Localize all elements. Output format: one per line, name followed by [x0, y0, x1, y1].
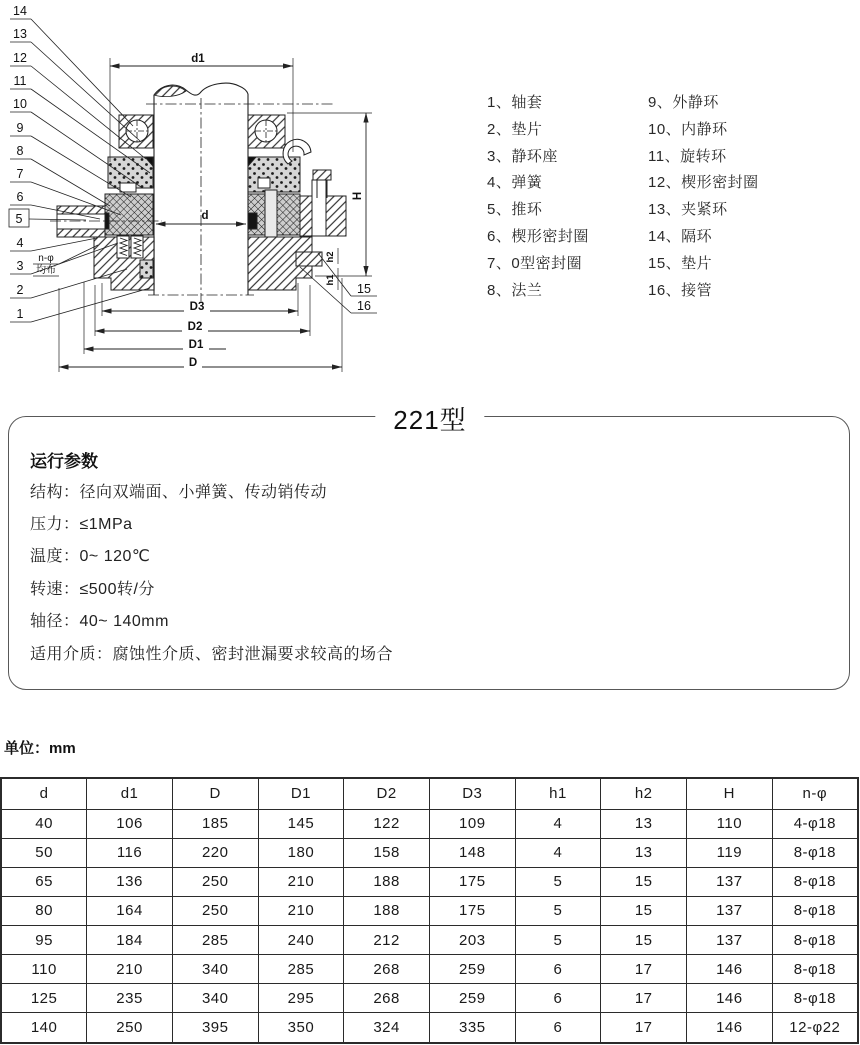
table-cell: 259 [429, 984, 515, 1013]
table-cell: 145 [258, 809, 344, 838]
table-cell: 340 [172, 984, 258, 1013]
bolt-hole-note [33, 245, 98, 276]
table-cell: 146 [687, 955, 773, 984]
table-cell: 250 [87, 1013, 173, 1043]
dim-D3 [102, 301, 298, 313]
dimension-table [0, 777, 859, 1044]
part-item: 4、弹簧 [487, 174, 543, 192]
part-item: 2、垫片 [487, 120, 543, 138]
leader-label-8: 8 [16, 144, 24, 158]
leader-label-1: 1 [16, 307, 24, 321]
table-cell: 109 [429, 809, 515, 838]
part-item: 13、夹紧环 [648, 201, 728, 219]
table-cell: 250 [172, 867, 258, 896]
column-header: D3 [429, 778, 515, 809]
dim-label-D1: D1 [188, 339, 204, 351]
table-cell: 17 [601, 984, 687, 1013]
table-cell: 164 [87, 896, 173, 925]
table-cell: 140 [1, 1013, 87, 1043]
table-cell: 340 [172, 955, 258, 984]
table-cell: 203 [429, 926, 515, 955]
table-cell: 13 [601, 838, 687, 867]
part-item: 5、推环 [487, 201, 543, 219]
table-row [1, 926, 858, 955]
part-item: 1、轴套 [487, 94, 543, 111]
table-cell: 5 [515, 867, 601, 896]
leader-label-5: 5 [15, 212, 23, 226]
table-cell: 184 [87, 926, 173, 955]
param-temperature: 温度：0~ 120℃ [30, 548, 151, 565]
dim-label-D3: D3 [189, 301, 205, 313]
unit-label: 单位：mm [4, 740, 76, 757]
table-cell: 5 [515, 926, 601, 955]
table-cell: 188 [344, 867, 430, 896]
table-cell: 6 [515, 984, 601, 1013]
leader-label-2: 2 [16, 283, 24, 297]
param-pressure: 压力：≤1MPa [30, 516, 133, 533]
table-cell: 15 [601, 896, 687, 925]
table-cell: 210 [258, 896, 344, 925]
part-item: 9、外静环 [648, 94, 719, 111]
leader-label-3: 3 [16, 259, 24, 273]
table-cell: 136 [87, 867, 173, 896]
table-cell: 220 [172, 838, 258, 867]
param-shaft-diameter: 轴径：40~ 140mm [30, 613, 169, 630]
table-cell: 175 [429, 896, 515, 925]
part-item: 6、楔形密封圈 [487, 227, 589, 245]
part-item: 16、接管 [648, 281, 713, 299]
table-cell: 175 [429, 867, 515, 896]
params-heading: 运行参数 [30, 452, 98, 471]
table-cell: 50 [1, 838, 87, 867]
leader-label-7: 7 [16, 167, 24, 181]
column-header: D [172, 778, 258, 809]
table-cell: 259 [429, 955, 515, 984]
leader-label-10: 10 [13, 97, 27, 111]
table-cell: 15 [601, 867, 687, 896]
dim-label-D: D [188, 357, 198, 369]
table-row [1, 984, 858, 1013]
table-cell: 119 [687, 838, 773, 867]
table-cell: 122 [344, 809, 430, 838]
column-header: d [1, 778, 87, 809]
table-cell: 148 [429, 838, 515, 867]
table-cell: 137 [687, 867, 773, 896]
table-cell: 335 [429, 1013, 515, 1043]
table-cell: 8-φ18 [772, 896, 858, 925]
dim-label-D2: D2 [187, 321, 203, 333]
table-cell: 106 [87, 809, 173, 838]
leader-label-13: 13 [13, 27, 27, 41]
table-cell: 116 [87, 838, 173, 867]
part-item: 11、旋转环 [648, 147, 727, 165]
leader-label-6: 6 [16, 190, 24, 204]
table-cell: 13 [601, 809, 687, 838]
table-cell: 4 [515, 838, 601, 867]
column-header: H [687, 778, 773, 809]
table-cell: 185 [172, 809, 258, 838]
dim-label-h2: h2 [325, 251, 336, 263]
table-cell: 324 [344, 1013, 430, 1043]
table-cell: 235 [87, 984, 173, 1013]
leader-label-12: 12 [13, 51, 27, 65]
dim-label-H: H [352, 191, 364, 201]
table-cell: 395 [172, 1013, 258, 1043]
table-cell: 268 [344, 955, 430, 984]
table-cell: 95 [1, 926, 87, 955]
table-row [1, 867, 858, 896]
column-header: D1 [258, 778, 344, 809]
dim-h2-h1 [325, 248, 338, 290]
column-header: h2 [601, 778, 687, 809]
dim-label-d1: d1 [191, 53, 205, 65]
table-cell: 158 [344, 838, 430, 867]
dim-label-h1: h1 [325, 274, 336, 286]
param-structure: 结构：径向双端面、小弹簧、传动销传动 [30, 484, 328, 501]
table-cell: 146 [687, 984, 773, 1013]
table-cell: 17 [601, 1013, 687, 1043]
table-cell: 188 [344, 896, 430, 925]
table-cell: 212 [344, 926, 430, 955]
table-cell: 80 [1, 896, 87, 925]
part-item: 10、内静环 [648, 120, 728, 138]
leader-label-16: 16 [357, 299, 371, 313]
leader-label-4: 4 [16, 236, 24, 250]
column-header: h1 [515, 778, 601, 809]
dim-D1 [84, 339, 226, 351]
table-cell: 285 [172, 926, 258, 955]
table-cell: 12-φ22 [772, 1013, 858, 1043]
table-cell: 110 [1, 955, 87, 984]
column-header: n-φ [772, 778, 858, 809]
column-header: D2 [344, 778, 430, 809]
table-cell: 17 [601, 955, 687, 984]
hole-note-line2: 均布 [36, 265, 56, 276]
table-row [1, 838, 858, 867]
leader-label-11: 11 [13, 74, 27, 88]
dim-label-d: d [201, 210, 209, 222]
table-cell: 65 [1, 867, 87, 896]
part-item: 14、隔环 [648, 227, 713, 245]
table-cell: 15 [601, 926, 687, 955]
dim-D [59, 357, 342, 369]
table-cell: 4-φ18 [772, 809, 858, 838]
parts-list-column-1 [487, 90, 589, 304]
seal-cross-section-drawing [0, 0, 482, 398]
table-cell: 210 [258, 867, 344, 896]
table-row [1, 955, 858, 984]
table-cell: 4 [515, 809, 601, 838]
table-body [1, 809, 858, 1043]
param-speed: 转速：≤500转/分 [30, 581, 155, 598]
table-cell: 40 [1, 809, 87, 838]
table-cell: 250 [172, 896, 258, 925]
table-cell: 180 [258, 838, 344, 867]
table-cell: 8-φ18 [772, 984, 858, 1013]
part-item: 15、垫片 [648, 254, 713, 272]
leader-label-15: 15 [357, 282, 371, 296]
table-cell: 350 [258, 1013, 344, 1043]
parts-list-column-2 [648, 90, 759, 304]
table-cell: 210 [87, 955, 173, 984]
table-cell: 268 [344, 984, 430, 1013]
table-cell: 240 [258, 926, 344, 955]
leader-label-9: 9 [16, 121, 24, 135]
table-cell: 8-φ18 [772, 955, 858, 984]
part-item: 7、0型密封圈 [487, 254, 583, 272]
model-title: 221型 [375, 400, 484, 437]
hole-note-line1: n-φ [38, 253, 54, 264]
column-header: d1 [87, 778, 173, 809]
part-item: 3、静环座 [487, 147, 558, 165]
dim-D2 [95, 321, 310, 333]
table-cell: 110 [687, 809, 773, 838]
table-cell: 137 [687, 896, 773, 925]
table-cell: 137 [687, 926, 773, 955]
table-cell: 295 [258, 984, 344, 1013]
table-cell: 5 [515, 896, 601, 925]
table-cell: 6 [515, 1013, 601, 1043]
param-media: 适用介质：腐蚀性介质、密封泄漏要求较高的场合 [30, 646, 394, 663]
table-cell: 8-φ18 [772, 838, 858, 867]
table-cell: 285 [258, 955, 344, 984]
table-cell: 125 [1, 984, 87, 1013]
part-item: 8、法兰 [487, 281, 543, 299]
table-header [1, 778, 858, 809]
table-cell: 146 [687, 1013, 773, 1043]
table-cell: 6 [515, 955, 601, 984]
part-item: 12、楔形密封圈 [648, 174, 759, 192]
table-cell: 8-φ18 [772, 926, 858, 955]
table-row [1, 1013, 858, 1043]
leader-label-14: 14 [13, 4, 27, 18]
table-cell: 8-φ18 [772, 867, 858, 896]
table-row [1, 809, 858, 838]
table-row [1, 896, 858, 925]
